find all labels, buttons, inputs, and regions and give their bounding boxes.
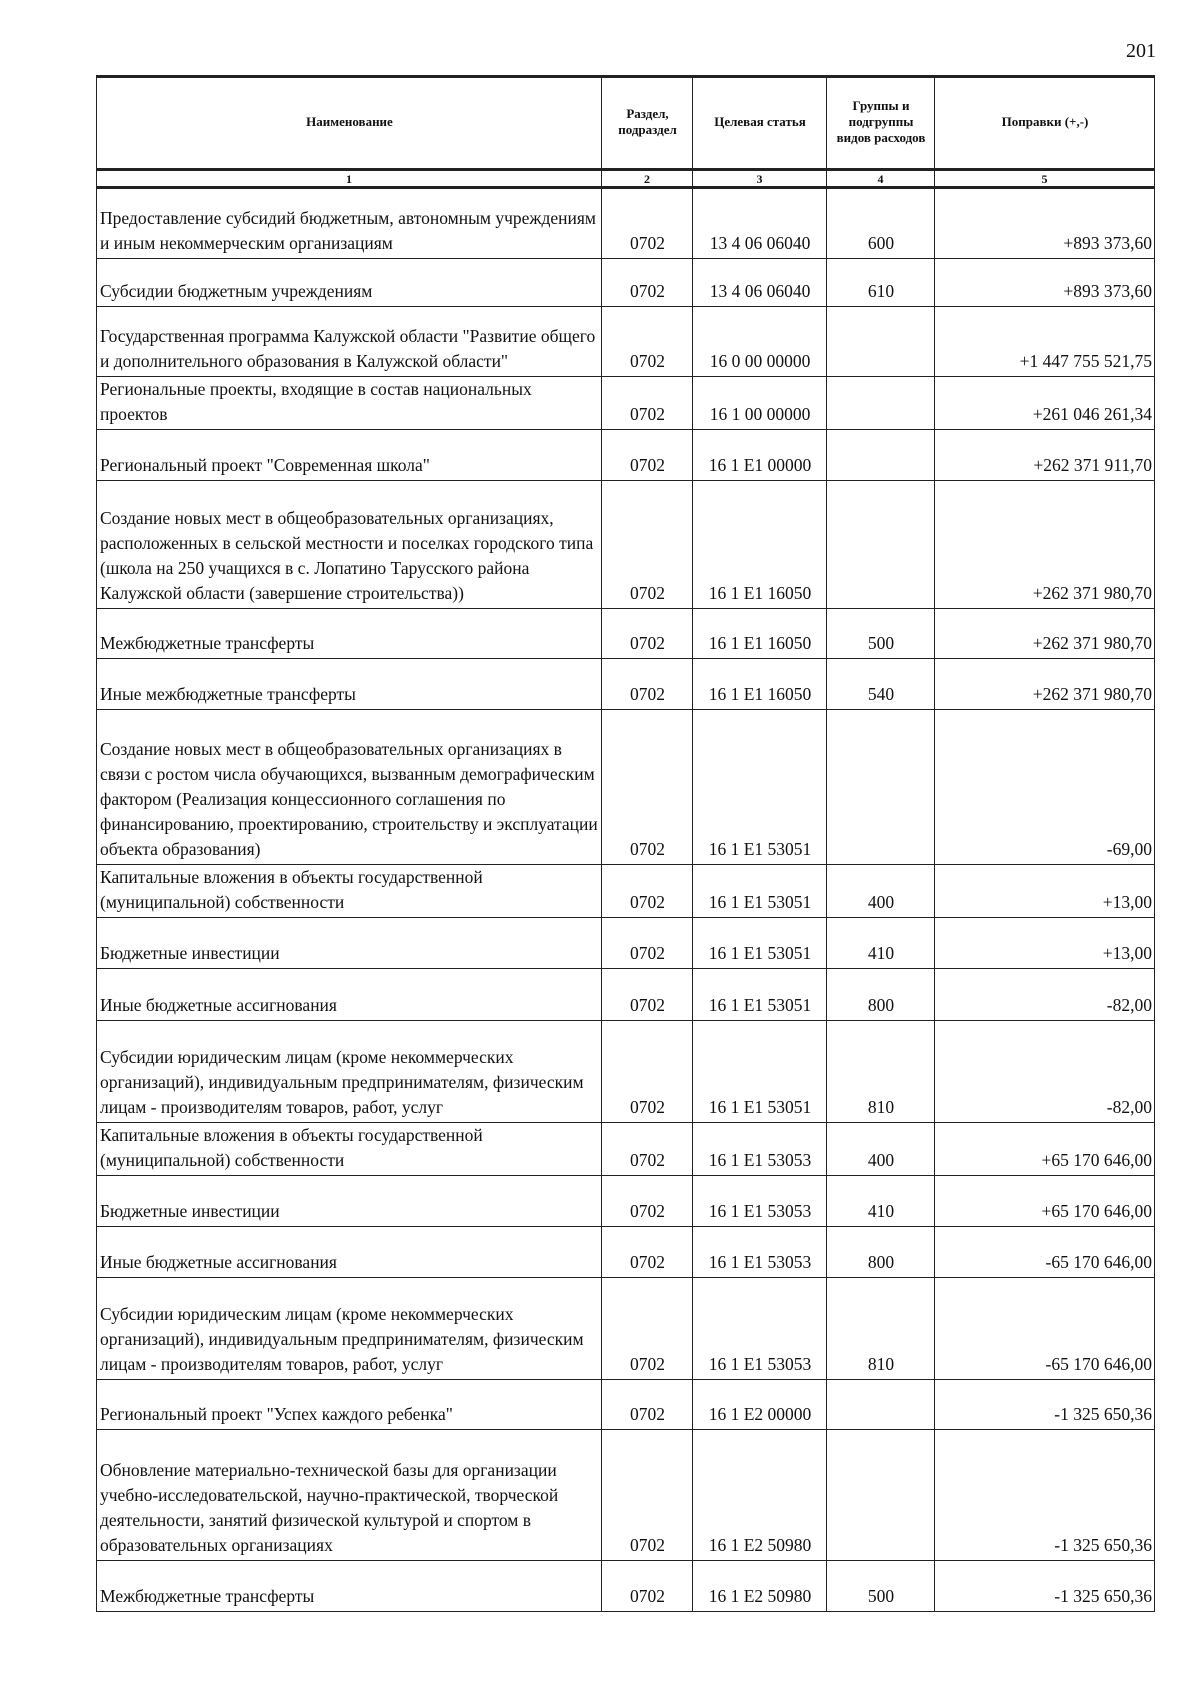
- row-target: 16 1 E1 16050: [693, 481, 827, 609]
- row-amount: +262 371 980,70: [935, 481, 1155, 609]
- row-group: 800: [827, 1227, 935, 1278]
- column-numbers-row: [97, 170, 1155, 188]
- row-group: 400: [827, 1123, 935, 1176]
- row-name: Капитальные вложения в объекты государственной (муниципальной) собственности: [97, 1123, 602, 1176]
- row-section: 0702: [602, 969, 693, 1021]
- row-amount: +13,00: [935, 865, 1155, 918]
- table-row: [97, 969, 1155, 1021]
- column-number: 4: [827, 170, 935, 188]
- row-amount: -82,00: [935, 969, 1155, 1021]
- row-name: Иные бюджетные ассигнования: [97, 969, 602, 1021]
- row-group: 610: [827, 259, 935, 307]
- row-section: 0702: [602, 865, 693, 918]
- row-amount: -1 325 650,36: [935, 1430, 1155, 1561]
- table-row: [97, 1380, 1155, 1430]
- row-amount: +1 447 755 521,75: [935, 307, 1155, 377]
- table-row: [97, 659, 1155, 710]
- row-group: 400: [827, 865, 935, 918]
- header-section: Раздел, подраздел: [602, 77, 693, 170]
- row-target: 16 1 E1 53053: [693, 1176, 827, 1227]
- row-name: Создание новых мест в общеобразовательных организациях, расположенных в сельской местности и поселках городского типа (школа на 250 учащихся в с. Лопатино Тарусского района Калужской области (завершение строительства)): [97, 481, 602, 609]
- row-target: 16 1 E2 50980: [693, 1430, 827, 1561]
- column-number: 2: [602, 170, 693, 188]
- table-row: [97, 188, 1155, 259]
- row-target: 16 1 E2 50980: [693, 1561, 827, 1612]
- table-row: [97, 481, 1155, 609]
- row-target: 16 1 E1 53051: [693, 1021, 827, 1123]
- row-target: 16 1 00 00000: [693, 377, 827, 430]
- row-amount: +262 371 980,70: [935, 609, 1155, 659]
- row-group: 500: [827, 609, 935, 659]
- row-target: 16 1 E1 53053: [693, 1123, 827, 1176]
- row-amount: +13,00: [935, 918, 1155, 969]
- row-target: 16 1 E1 53053: [693, 1278, 827, 1380]
- table-row: [97, 1021, 1155, 1123]
- row-name: Создание новых мест в общеобразовательных организациях в связи с ростом числа обучающихся, вызванным демографическим фактором (Реализация концессионного соглашения по финансированию, проектированию, строительству и эксплуатации объекта образования): [97, 710, 602, 865]
- row-group: 410: [827, 918, 935, 969]
- row-name: Государственная программа Калужской области "Развитие общего и дополнительного образования в Калужской области": [97, 307, 602, 377]
- table-row: [97, 1227, 1155, 1278]
- row-amount: +893 373,60: [935, 259, 1155, 307]
- row-target: 16 1 E1 53051: [693, 918, 827, 969]
- row-amount: -65 170 646,00: [935, 1278, 1155, 1380]
- table-row: [97, 1278, 1155, 1380]
- row-group: 800: [827, 969, 935, 1021]
- row-target: 16 1 E1 53051: [693, 865, 827, 918]
- row-name: Межбюджетные трансферты: [97, 609, 602, 659]
- row-group: 500: [827, 1561, 935, 1612]
- row-target: 13 4 06 06040: [693, 188, 827, 259]
- table-row: [97, 710, 1155, 865]
- table-row: [97, 430, 1155, 481]
- row-section: 0702: [602, 659, 693, 710]
- row-section: 0702: [602, 1430, 693, 1561]
- row-name: Региональный проект "Успех каждого ребенка": [97, 1380, 602, 1430]
- row-name: Субсидии юридическим лицам (кроме некоммерческих организаций), индивидуальным предпринимателям, физическим лицам - производителям товаров, работ, услуг: [97, 1021, 602, 1123]
- table-row: [97, 1123, 1155, 1176]
- column-number: 1: [97, 170, 602, 188]
- row-amount: +65 170 646,00: [935, 1123, 1155, 1176]
- row-section: 0702: [602, 710, 693, 865]
- row-target: 16 1 E1 16050: [693, 609, 827, 659]
- table-row: [97, 918, 1155, 969]
- row-amount: +65 170 646,00: [935, 1176, 1155, 1227]
- row-section: 0702: [602, 481, 693, 609]
- page-number: 201: [1126, 40, 1156, 62]
- row-target: 16 1 E1 00000: [693, 430, 827, 481]
- table-row: [97, 1430, 1155, 1561]
- row-section: 0702: [602, 609, 693, 659]
- table-row: [97, 865, 1155, 918]
- row-name: Региональный проект "Современная школа": [97, 430, 602, 481]
- table-header-row: [97, 77, 1155, 170]
- table-row: [97, 609, 1155, 659]
- row-group: [827, 1380, 935, 1430]
- row-group: [827, 307, 935, 377]
- row-name: Региональные проекты, входящие в состав национальных проектов: [97, 377, 602, 430]
- header-groups: Группы и подгруппы видов расходов: [827, 77, 935, 170]
- row-section: 0702: [602, 430, 693, 481]
- row-name: Субсидии юридическим лицам (кроме некоммерческих организаций), индивидуальным предпринимателям, физическим лицам - производителям товаров, работ, услуг: [97, 1278, 602, 1380]
- row-name: Межбюджетные трансферты: [97, 1561, 602, 1612]
- row-section: 0702: [602, 1380, 693, 1430]
- row-section: 0702: [602, 377, 693, 430]
- row-name: Иные межбюджетные трансферты: [97, 659, 602, 710]
- column-number: 5: [935, 170, 1155, 188]
- row-name: Иные бюджетные ассигнования: [97, 1227, 602, 1278]
- row-section: 0702: [602, 1561, 693, 1612]
- row-target: 13 4 06 06040: [693, 259, 827, 307]
- row-name: Бюджетные инвестиции: [97, 1176, 602, 1227]
- row-section: 0702: [602, 1227, 693, 1278]
- row-name: Предоставление субсидий бюджетным, автономным учреждениям и иным некоммерческим организациям: [97, 188, 602, 259]
- row-target: 16 1 E1 53051: [693, 969, 827, 1021]
- header-name: Наименование: [97, 77, 602, 170]
- budget-amendments-table: [96, 75, 1155, 1612]
- row-target: 16 0 00 00000: [693, 307, 827, 377]
- row-group: 540: [827, 659, 935, 710]
- row-target: 16 1 E1 53053: [693, 1227, 827, 1278]
- row-group: [827, 430, 935, 481]
- row-section: 0702: [602, 918, 693, 969]
- header-amount: Поправки (+,-): [935, 77, 1155, 170]
- row-amount: -69,00: [935, 710, 1155, 865]
- row-group: [827, 481, 935, 609]
- row-target: 16 1 E1 16050: [693, 659, 827, 710]
- row-amount: +262 371 980,70: [935, 659, 1155, 710]
- table-row: [97, 259, 1155, 307]
- row-section: 0702: [602, 1123, 693, 1176]
- row-section: 0702: [602, 307, 693, 377]
- row-amount: +261 046 261,34: [935, 377, 1155, 430]
- row-group: 810: [827, 1021, 935, 1123]
- row-name: Бюджетные инвестиции: [97, 918, 602, 969]
- row-group: 410: [827, 1176, 935, 1227]
- row-group: 810: [827, 1278, 935, 1380]
- row-target: 16 1 E2 00000: [693, 1380, 827, 1430]
- table-row: [97, 1176, 1155, 1227]
- row-group: [827, 1430, 935, 1561]
- row-target: 16 1 E1 53051: [693, 710, 827, 865]
- row-group: [827, 710, 935, 865]
- table-row: [97, 1561, 1155, 1612]
- row-group: 600: [827, 188, 935, 259]
- row-name: Обновление материально-технической базы для организации учебно-исследовательской, научно-практической, творческой деятельности, занятий физической культурой и спортом в образовательных организациях: [97, 1430, 602, 1561]
- column-number: 3: [693, 170, 827, 188]
- row-amount: -1 325 650,36: [935, 1561, 1155, 1612]
- table-row: [97, 377, 1155, 430]
- row-section: 0702: [602, 259, 693, 307]
- table-row: [97, 307, 1155, 377]
- row-section: 0702: [602, 1278, 693, 1380]
- row-amount: -1 325 650,36: [935, 1380, 1155, 1430]
- row-amount: -65 170 646,00: [935, 1227, 1155, 1278]
- row-group: [827, 377, 935, 430]
- row-name: Субсидии бюджетным учреждениям: [97, 259, 602, 307]
- row-section: 0702: [602, 1021, 693, 1123]
- row-amount: +893 373,60: [935, 188, 1155, 259]
- row-section: 0702: [602, 188, 693, 259]
- row-amount: -82,00: [935, 1021, 1155, 1123]
- row-amount: +262 371 911,70: [935, 430, 1155, 481]
- header-target: Целевая статья: [693, 77, 827, 170]
- row-section: 0702: [602, 1176, 693, 1227]
- row-name: Капитальные вложения в объекты государственной (муниципальной) собственности: [97, 865, 602, 918]
